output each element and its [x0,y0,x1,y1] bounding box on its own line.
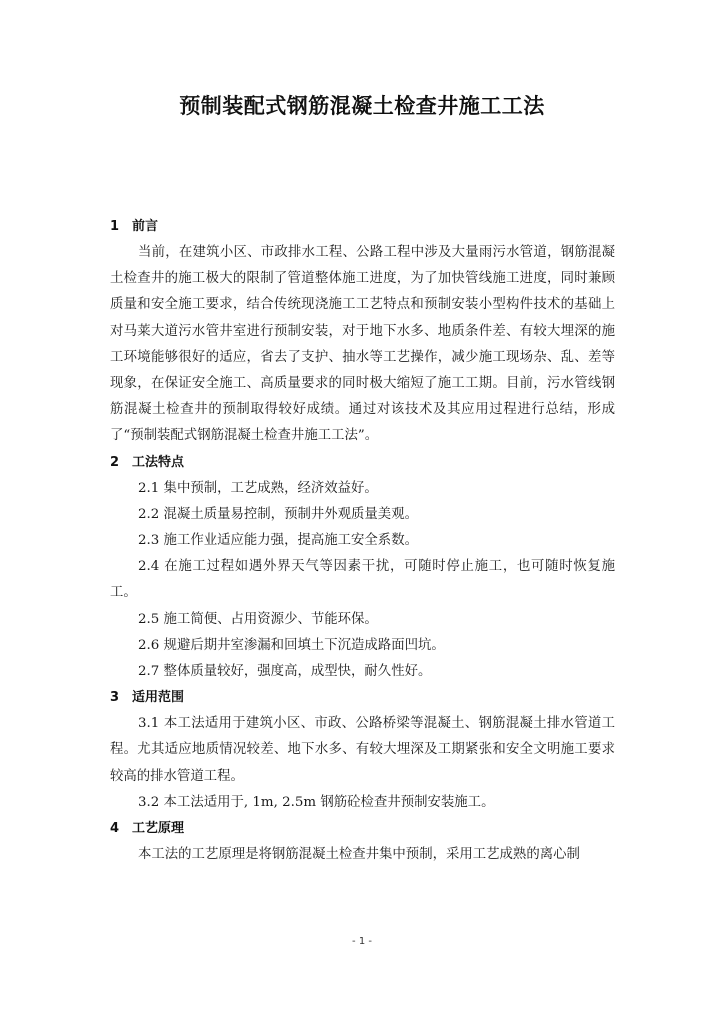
list-item: 2.5 施工简便、占用资源少、节能环保。 [138,611,378,627]
section-number: 3 [110,690,120,706]
list-item: 2.7 整体质量较好，强度高，成型快，耐久性好。 [138,664,432,680]
page-number: - 1 - [352,936,372,947]
list-item: 2.4 在施工过程如遇外界天气等因素干扰，可随时停止施工，也可随时恢复施工。 [110,559,615,601]
section-title: 工艺原理 [132,821,185,837]
section-number: 2 [110,454,120,470]
section-title: 适用范围 [132,690,185,706]
section-paragraph: 当前，在建筑小区、市政排水工程、公路工程中涉及大量雨污水管道，钢筋混凝土检查井的施工极大的限制了管道整体施工进度，为了加快管线施工进度，同时兼顾质量和安全施工要求，结合传统现浇施工工艺特点和预制安装小型构件技术的基础上对马莱大道污水管井室进行预制安装，对于地下水多、地质条件差、有较大埋深的施工环境能够很好的适应，省去了支护、抽水等工艺操作，减少施工现场杂、乱、差等现象，在保证安全施工、高质量要求的同时极大缩短了施工工期。目前，污水管线钢筋混凝土检查井的预制取得较好成绩。通过对该技术及其应用过程进行总结，形成了“预制装配式钢筋混凝土检查井施工工法”。 [110,245,615,444]
document-body [110,214,615,868]
section-number: 4 [110,821,120,837]
list-item: 3.1 本工法适用于建筑小区、市政、公路桥梁等混凝土、钢筋混凝土排水管道工程。尤其适应地质情况较差、地下水多、有较大埋深及工期紧张和安全文明施工要求较高的排水管道工程。 [110,716,615,784]
section-title: 前言 [132,219,159,234]
section-heading-2 [110,450,615,476]
section-heading-1 [110,214,615,240]
list-item: 2.2 混凝土质量易控制，预制井外观质量美观。 [138,506,418,522]
section-number: 1 [110,219,120,234]
list-item: 2.3 施工作业适应能力强，提高施工安全系数。 [138,533,418,549]
list-item: 2.6 规避后期井室渗漏和回填土下沉造成路面凹坑。 [138,637,445,653]
section-heading-3 [110,685,615,711]
document-title: 预制装配式钢筋混凝土检查井施工工法 [179,94,545,118]
list-item: 2.1 集中预制，工艺成熟，经济效益好。 [138,480,378,496]
section-heading-4 [110,816,615,842]
section-title: 工法特点 [132,454,185,470]
section-paragraph: 本工法的工艺原理是将钢筋混凝土检查井集中预制，采用工艺成熟的离心制 [138,847,580,863]
list-item: 3.2 本工法适用于, 1m, 2.5m 钢筋砼检查井预制安装施工。 [138,794,495,810]
